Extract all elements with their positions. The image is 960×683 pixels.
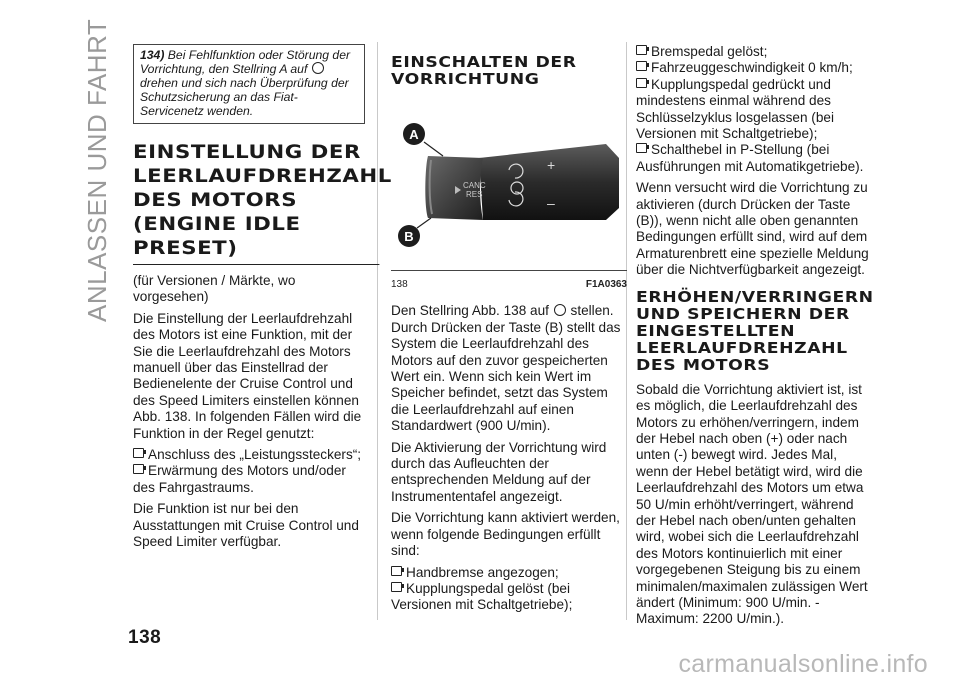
ring-position-icon — [554, 304, 566, 316]
list-item: Erwärmung des Motors und/oder des Fahrgastraums. — [133, 463, 346, 495]
chapter-side-tab — [82, 18, 112, 322]
note-number: 134) — [140, 48, 165, 62]
callout-a-line — [424, 142, 443, 156]
paragraph: Wenn versucht wird die Vorrichtung zu aktivieren (durch Drücken der Taste (B)), wenn nicht alle oben genannten Bedingungen erfüllt sind, wird auf dem Armaturenbrett eine spezielle Meldung über die Nichtverfügbarkeit angezeigt. — [636, 180, 869, 278]
list-item: Kupplungspedal gelöst (bei Versionen mit Schaltgetriebe); — [391, 580, 573, 613]
bullet-icon — [391, 582, 402, 592]
bullet-icon — [636, 143, 647, 153]
paragraph: Die Einstellung der Leerlaufdrehzahl des Motors ist eine Funktion, mit der Sie die Leerlaufdrehzahl des Motors manuell über das Einstellrad der Bedienelente der Cruise Control und des Speed Limiters einstellen können Abb. 138. In folgenden Fällen wird die Funktion in der Regel genutzt: — [133, 310, 362, 441]
lever-text-canc: CANC — [463, 181, 486, 190]
bullet-icon — [133, 464, 144, 474]
bullet-icon — [636, 45, 647, 55]
watermark: carmanualsonline.info — [678, 650, 928, 678]
figure-code: F1A0363 — [585, 279, 627, 290]
paragraph: Den Stellring Abb. 138 auf stellen. Durch Drücken der Taste (B) stellt das System die Leerlaufdrehzahl des Motors auf den zuvor gespeicherten Wert ein. Wenn sich kein Wert im Speicher befindet, setzt das System die Leerlaufdrehzahl auf einen Standardwert (900 U/min). — [391, 303, 621, 434]
list-item: Bremspedal gelöst; — [636, 44, 872, 60]
section-heading-idle-preset: EINSTELLUNG DER LEERLAUFDREHZAHL DES MOTORS (ENGINE IDLE PRESET) — [133, 140, 379, 265]
list-item: Schalthebel in P-Stellung (bei Ausführungen mit Automatikgetriebe). — [636, 142, 864, 174]
paragraph: Sobald die Vorrichtung aktiviert ist, ist es möglich, die Leerlaufdrehzahl des Motors zu erhöhen/verringern, indem der Hebel nach oben (+) oder nach unten (-) bewegt wird. Jedes Mal, wenn der Hebel betätigt wird, wird die Leerlaufdrehzahl des Motors um etwa 50 U/min erhöht/verringert, während der Hebel nach oben/unten gehalten wird, wobei sich die Leerlaufdrehzahl des Motors kontinuierlich mit einer vorgegebenen Steigung bis zu einem minimalen/maximalen zulässigen Wert ändert (Minimum: 900 U/min. - Maximum: 2200 U/min.). — [636, 381, 868, 627]
note-text-b: drehen und sich nach Überprüfung der Schutzsicherung an das Fiat-Servicenetz wenden. — [140, 76, 349, 118]
list-item: Kupplungspedal gedrückt und mindestens einmal während des Schlüsselzyklus losgelassen (bei Versionen mit Schaltgetriebe); — [636, 76, 834, 142]
callout-a-label: A — [409, 127, 419, 142]
callout-b-line — [417, 218, 431, 228]
note-text-a: Bei Fehlfunktion oder Störung der Vorrichtung, den Stellring A auf — [140, 48, 351, 76]
paragraph: (für Versionen / Märkte, wo vorgesehen) — [133, 273, 296, 305]
column-3 — [636, 44, 872, 633]
page-number: 138 — [128, 627, 162, 648]
lever-text-res: RES — [466, 190, 483, 199]
chapter-title: ANLASSEN UND FAHRT — [82, 18, 112, 322]
figure-number: 138 — [391, 279, 408, 290]
figure-caption — [391, 277, 627, 293]
ring-position-icon — [312, 62, 324, 74]
column-divider — [377, 42, 378, 620]
list-item: Handbremse angezogen; — [391, 565, 627, 581]
warning-note — [133, 44, 365, 124]
paragraph: Die Vorrichtung kann aktiviert werden, wenn folgende Bedingungen erfüllt sind: — [391, 510, 620, 559]
minus-label: – — [547, 195, 555, 211]
section-heading-activation: EINSCHALTEN DER VORRICHTUNG — [391, 53, 577, 88]
paragraph: Die Aktivierung der Vorrichtung wird durch das Aufleuchten der entsprechenden Meldung auf der Instrumententafel angezeigt. — [391, 439, 607, 504]
figure-138 — [391, 96, 627, 270]
bullet-icon — [636, 61, 647, 71]
section-heading-adjust: ERHÖHEN/VERRINGERN UND SPEICHERN DER EINGESTELLTEN LEERLAUFDREHZAHL DES MOTORS — [636, 287, 874, 374]
column-2 — [391, 44, 627, 614]
bullet-icon — [636, 78, 647, 88]
bullet-icon — [133, 448, 144, 458]
callout-b-label: B — [404, 229, 414, 244]
column-1 — [133, 44, 392, 556]
plus-label: + — [547, 157, 556, 173]
stalk-illustration — [391, 96, 627, 270]
list-item: Anschluss des „Leistungssteckers“; — [133, 447, 365, 463]
list-item: Fahrzeuggeschwindigkeit 0 km/h; — [636, 60, 872, 76]
paragraph: Die Funktion ist nur bei den Ausstattungen mit Cruise Control und Speed Limiter verfügbar. — [133, 501, 359, 550]
figure-rule — [391, 270, 627, 271]
bullet-icon — [391, 566, 402, 576]
